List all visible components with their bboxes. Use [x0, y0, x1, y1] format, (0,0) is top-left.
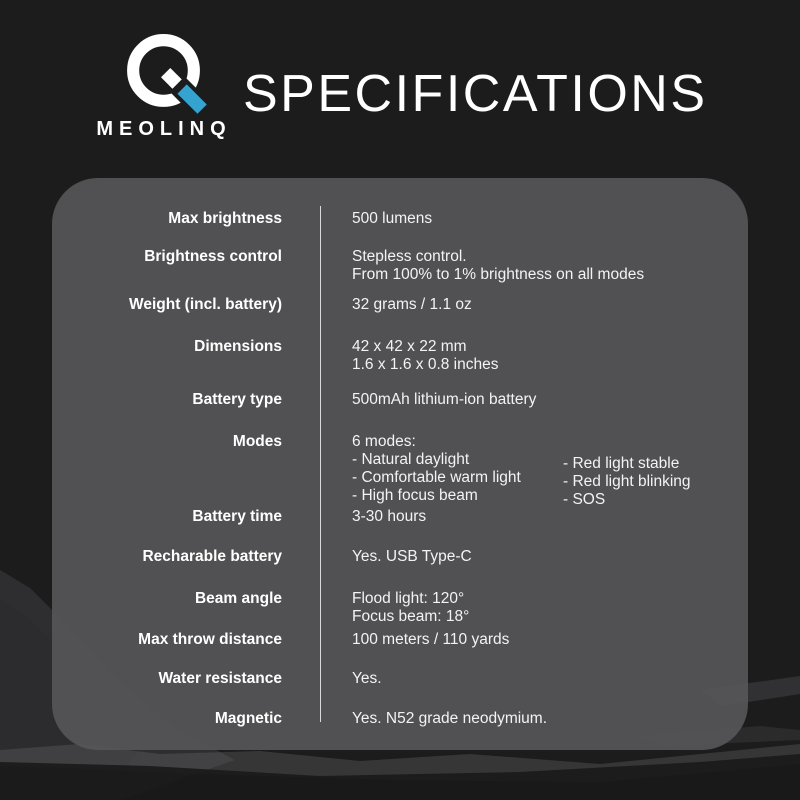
spec-value: 1.6 x 1.6 x 0.8 inches: [352, 356, 499, 373]
spec-value: Yes. N52 grade neodymium.: [352, 710, 548, 727]
spec-label: Recharable battery: [142, 548, 282, 565]
spec-value: Flood light: 120°: [352, 590, 465, 607]
meolinq-q-logo-icon: [121, 30, 207, 116]
spec-label: Beam angle: [194, 590, 282, 607]
spec-value: - Comfortable warm light: [352, 469, 521, 486]
spec-value: 500 lumens: [352, 210, 433, 227]
spec-value: - Red light stable: [563, 455, 680, 472]
spec-label: Battery type: [192, 391, 282, 408]
page-title: SPECIFICATIONS: [243, 65, 708, 123]
specifications-panel: [52, 178, 748, 750]
spec-row-water-resistance: [52, 670, 748, 688]
spec-row-battery-time: [52, 508, 748, 526]
spec-label: Battery time: [192, 508, 282, 525]
spec-value: Stepless control.: [352, 248, 467, 265]
spec-value: From 100% to 1% brightness on all modes: [352, 266, 645, 283]
spec-value: 3-30 hours: [352, 508, 427, 525]
spec-row-modes: [52, 433, 748, 508]
spec-value: Yes.: [352, 670, 382, 687]
spec-label: Magnetic: [214, 710, 282, 727]
spec-value: 6 modes:: [352, 433, 416, 450]
spec-row-battery-type: [52, 391, 748, 409]
spec-value: - High focus beam: [352, 487, 478, 504]
spec-row-max-throw-distance: [52, 631, 748, 649]
spec-row-beam-angle: [52, 590, 748, 626]
spec-row-brightness-control: [52, 248, 748, 284]
spec-value-modes-right-column: [563, 455, 691, 509]
spec-label: Dimensions: [194, 338, 282, 355]
spec-value: - Red light blinking: [563, 473, 691, 490]
spec-value: 100 meters / 110 yards: [352, 631, 510, 648]
spec-row-max-brightness: [52, 210, 748, 228]
spec-label: Water resistance: [158, 670, 282, 687]
spec-value: 32 grams / 1.1 oz: [352, 296, 472, 313]
spec-label: Modes: [232, 433, 282, 450]
vertical-divider: [320, 206, 321, 722]
spec-value: 42 x 42 x 22 mm: [352, 338, 467, 355]
spec-value: 500mAh lithium-ion battery: [352, 391, 537, 408]
spec-label: Max throw distance: [138, 631, 282, 648]
brand-name: MEOLINQ: [96, 118, 232, 140]
spec-row-weight: [52, 296, 748, 314]
spec-label: Max brightness: [168, 210, 282, 227]
spec-label: Brightness control: [144, 248, 282, 265]
spec-value: - Natural daylight: [352, 451, 470, 468]
spec-row-magnetic: [52, 710, 748, 728]
spec-label: Weight (incl. battery): [128, 296, 282, 313]
brand-logo-block: [84, 30, 244, 141]
spec-row-recharable-battery: [52, 548, 748, 566]
spec-value: Focus beam: 18°: [352, 608, 470, 625]
spec-value: - SOS: [563, 491, 606, 508]
spec-row-dimensions: [52, 338, 748, 374]
spec-value: Yes. USB Type-C: [352, 548, 472, 565]
